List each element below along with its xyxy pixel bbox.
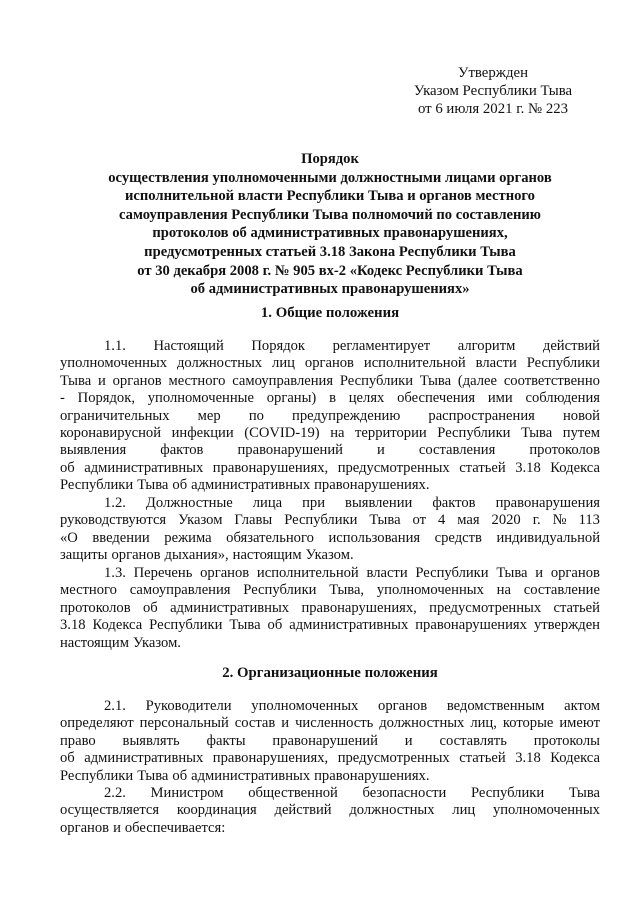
word: предусмотренных [337, 459, 450, 476]
title-line: самоуправления Республики Тыва полномочий по составлению [119, 206, 541, 223]
paragraph-line [60, 635, 600, 652]
paragraph-line [60, 495, 600, 512]
word: индивидуальной [496, 529, 600, 546]
word: правонарушениях [415, 617, 527, 634]
word: (далее [457, 372, 498, 389]
word: персональный [139, 715, 229, 732]
word: 1.2. [104, 495, 126, 511]
word: ведомственным [446, 698, 545, 714]
word: исполнительной [363, 355, 466, 372]
paragraph-line [60, 355, 600, 372]
word: на [330, 424, 345, 441]
approval-line-3: от 6 июля 2021 г. № 223 [417, 101, 569, 117]
paragraph-line [60, 460, 600, 477]
word: Порядок [251, 338, 306, 354]
word: административных [84, 459, 204, 476]
word: соблюдения [525, 390, 600, 407]
word: Перечень [133, 565, 193, 581]
document-title [60, 150, 600, 299]
paragraph-line [60, 547, 600, 564]
word: и [281, 715, 290, 732]
word: территории [355, 424, 427, 441]
word: административных [289, 617, 409, 634]
word: Республики [60, 767, 134, 784]
section-1-paragraph-1 [60, 338, 600, 495]
word: путем [562, 424, 600, 441]
word: Кодекса [92, 617, 143, 634]
paragraph-line [60, 785, 600, 802]
word: определяют [60, 715, 134, 732]
word: выявления [60, 442, 127, 459]
word: 3.18 [515, 750, 541, 767]
word: 2020 [491, 512, 521, 529]
word: выявлении [345, 495, 413, 511]
word: составлять [439, 732, 507, 749]
word: об [267, 617, 283, 634]
paragraph-line [60, 733, 600, 750]
word: действий [274, 802, 332, 819]
word: обеспечения [397, 390, 476, 407]
word: правонарушений [272, 732, 378, 749]
paragraph-line [60, 512, 600, 529]
word: правонарушениях, [212, 750, 329, 767]
word: безопасности [362, 785, 447, 801]
word: органов [60, 819, 110, 836]
word: настоящим [232, 547, 302, 564]
word: и [97, 372, 106, 389]
word: защиты [60, 547, 108, 564]
word: дыхания», [164, 547, 229, 564]
word: Тыва [521, 424, 553, 441]
section-1-paragraph-3 [60, 565, 600, 652]
word: правонарушениях, [301, 599, 417, 616]
word: настоящим [60, 634, 129, 651]
word: 113 [578, 512, 600, 529]
paragraph-line [60, 802, 600, 819]
word: Республики [526, 355, 600, 372]
word: - [60, 390, 65, 407]
word: уполномоченные [147, 390, 254, 407]
section-2-paragraph-1 [60, 698, 600, 785]
paragraph-line [60, 768, 600, 785]
word: статьей [459, 750, 506, 767]
paragraph-line [60, 698, 600, 715]
word: административных [170, 599, 290, 616]
word: которые [502, 715, 554, 732]
paragraph-line [60, 530, 600, 547]
word: 1.1. [104, 338, 126, 354]
word: Должностные [145, 495, 233, 511]
word: режима [164, 529, 212, 546]
paragraph-line [60, 390, 600, 407]
word: правонарушениях. [314, 767, 430, 784]
word: ими [487, 390, 513, 407]
word: об [172, 767, 188, 784]
word: Республики [437, 424, 511, 441]
paragraph-line [60, 373, 600, 390]
word: в [329, 390, 336, 407]
word: правонарушениях, [212, 459, 329, 476]
word: лиц [452, 802, 476, 819]
word: регламентирует [332, 338, 431, 354]
paragraph-line [60, 408, 600, 425]
word: Тыва [419, 372, 452, 389]
word: Республики [339, 372, 414, 389]
word: протоколов [60, 599, 131, 616]
word: 2.1. [104, 698, 126, 714]
word: составления [418, 442, 496, 459]
approval-line-2: Указом Республики Тыва [413, 83, 573, 99]
word: и [404, 732, 413, 749]
word: фактов [160, 442, 204, 459]
word: обязательного [226, 529, 314, 546]
word: алгоритм [457, 338, 516, 354]
word: Кодекса [550, 459, 600, 476]
word: Тыва, [329, 582, 365, 599]
word: правонарушений [237, 442, 343, 459]
word: лица [252, 495, 283, 511]
paragraph-line [60, 477, 600, 494]
word: 2.2. [104, 785, 126, 801]
word: состав [234, 715, 276, 732]
word: органов [550, 565, 600, 581]
word: об [142, 599, 158, 616]
word: осуществляется [60, 802, 160, 819]
word: фактов [432, 495, 476, 511]
word: органов [378, 698, 428, 714]
section-1-paragraph-2 [60, 495, 600, 565]
word: лиц, [470, 715, 497, 732]
word: местного [60, 582, 117, 599]
word: средств [434, 529, 482, 546]
paragraph-line [60, 442, 600, 459]
word: уполномоченных [251, 698, 359, 714]
word: об [60, 750, 75, 767]
word: новой [562, 407, 600, 424]
word: утвержден [533, 617, 600, 634]
paragraph-line [60, 820, 600, 837]
section-2-paragraph-2 [60, 785, 600, 837]
word: Руководители [145, 698, 232, 714]
word: предусмотренных [337, 750, 450, 767]
word: на [496, 582, 511, 599]
word: 3.18 [60, 617, 86, 634]
word: местного [168, 372, 226, 389]
word: факты [206, 732, 246, 749]
title-line: осуществления уполномоченными должностными лицами органов [108, 169, 552, 186]
word: 3.18 [515, 459, 541, 476]
word: целях [348, 390, 385, 407]
word: административных [191, 767, 311, 784]
word: Кодекса [550, 750, 600, 767]
approval-stamp [398, 64, 588, 118]
word: руководствуются [60, 512, 167, 529]
word: самоуправления [129, 582, 231, 599]
word: инфекции [171, 424, 234, 441]
word: уполномоченных [376, 582, 484, 599]
word: выявлять [122, 732, 180, 749]
word: Республики [284, 512, 358, 529]
word: органов [111, 547, 161, 564]
word: «О [60, 529, 78, 546]
word: статьей [459, 459, 506, 476]
word: должностных [379, 715, 465, 732]
word: коронавирусной [60, 424, 162, 441]
word: Республики [149, 617, 223, 634]
section-2-heading: 2. Организационные положения [222, 665, 438, 681]
word: использования [328, 529, 421, 546]
word: общественной [248, 785, 338, 801]
word: административных [191, 477, 311, 494]
word: при [302, 495, 326, 511]
word: Тыва [568, 785, 600, 801]
word: мер [197, 407, 221, 424]
word: соответственно [503, 372, 600, 389]
word: право [60, 732, 96, 749]
word: актом [564, 698, 600, 714]
word: Тыва [496, 565, 528, 581]
word: Порядок, [77, 390, 135, 407]
word: органов [200, 565, 250, 581]
word: должностных [176, 355, 263, 372]
word: г. [532, 512, 541, 529]
word: Тыва [369, 512, 401, 529]
word: и [377, 442, 385, 459]
word: ограничительных [60, 407, 170, 424]
word: по [248, 407, 264, 424]
word: статьей [553, 599, 600, 616]
title-line: об административных правонарушениях» [190, 281, 470, 298]
word: численность [295, 715, 374, 732]
word: и [113, 819, 121, 836]
word: исполнительной [256, 565, 359, 581]
word: 1.3. [104, 565, 126, 581]
paragraph-line [60, 715, 600, 732]
word: Указом. [305, 547, 354, 564]
word: Республики [60, 477, 134, 494]
word: Тыва [229, 617, 261, 634]
title-line: исполнительной власти Республики Тыва и органов местного [125, 188, 535, 205]
word: имеют [559, 715, 600, 732]
paragraph-line [60, 565, 600, 582]
word: правонарушениях. [314, 477, 430, 494]
word: Главы [234, 512, 273, 529]
paragraph-line [60, 338, 600, 355]
word: должностных [349, 802, 435, 819]
word: мая [457, 512, 480, 529]
word: распространения [428, 407, 535, 424]
word: действий [542, 338, 600, 354]
word: координация [176, 802, 257, 819]
word: органов [112, 372, 162, 389]
approval-line-1: Утвержден [457, 65, 529, 81]
word: и [535, 565, 544, 581]
word: правонарушения [495, 495, 600, 511]
word: протоколов [529, 442, 600, 459]
word: предусмотренных [429, 599, 542, 616]
word: власти [366, 565, 408, 581]
word: обеспечивается: [124, 819, 226, 836]
word: уполномоченных [60, 355, 168, 372]
word: Республики [415, 565, 489, 581]
word: Тыва [60, 372, 92, 389]
paragraph-line [60, 617, 600, 634]
section-1-heading: 1. Общие положения [260, 305, 400, 321]
title-line: протоколов об административных правонарушениях, [152, 225, 508, 242]
paragraph-line [60, 582, 600, 599]
word: 4 [437, 512, 446, 529]
word: протоколы [533, 732, 600, 749]
word: самоуправления [232, 372, 334, 389]
word: власти [475, 355, 517, 372]
word: уполномоченных [492, 802, 600, 819]
word: (COVID-19) [244, 424, 320, 441]
word: Тыва [137, 477, 169, 494]
paragraph-line [60, 750, 600, 767]
word: Тыва [137, 767, 169, 784]
word: Республики [243, 582, 317, 599]
title-line: предусмотренных статьей 3.18 Закона Республики Тыва [144, 243, 516, 260]
word: административных [84, 750, 204, 767]
word: составление [523, 582, 600, 599]
word: от [412, 512, 426, 529]
word: об [172, 477, 188, 494]
paragraph-line [60, 600, 600, 617]
word: Указом. [132, 634, 181, 651]
word: лиц [272, 355, 295, 372]
word: введении [92, 529, 150, 546]
title-line: Порядок [301, 151, 359, 167]
word: Настоящий [153, 338, 224, 354]
word: органы) [266, 390, 317, 407]
word: об [60, 459, 75, 476]
word: Министром [150, 785, 224, 801]
title-line: от 30 декабря 2008 г. № 905 вх-2 «Кодекс Республики Тыва [137, 262, 523, 279]
paragraph-line [60, 425, 600, 442]
word: Указом [178, 512, 223, 529]
word: № [552, 512, 567, 529]
word: органов [304, 355, 354, 372]
word: предупреждению [292, 407, 401, 424]
word: Республики [470, 785, 545, 801]
